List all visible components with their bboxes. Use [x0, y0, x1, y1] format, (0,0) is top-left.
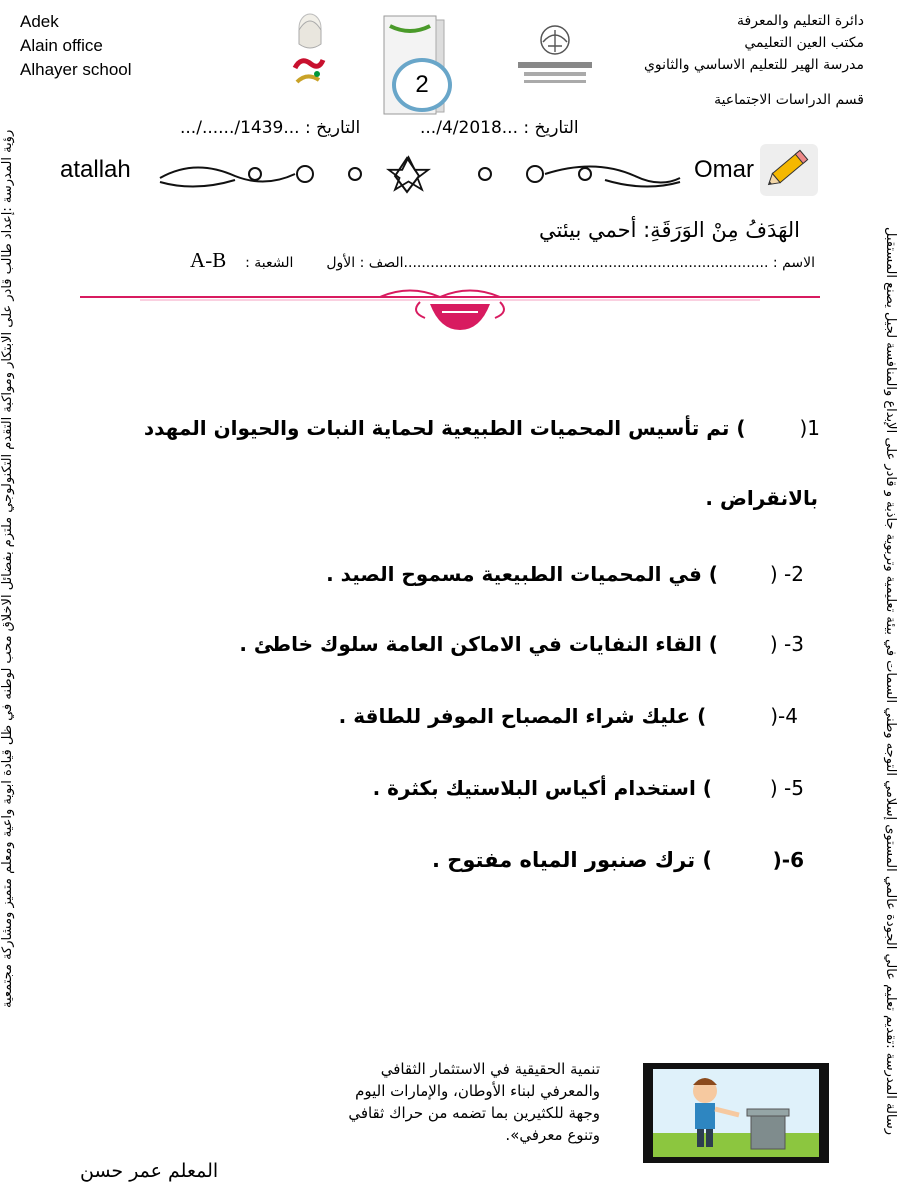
footer-quote: تنمية الحقيقية في الاستثمار الثقافي والمعرفي لبناء الأوطان، والإمارات اليوم وجهة للكثيرين بما تضمه من حراك ثقافي وتنوع معرفي». — [348, 1060, 600, 1144]
student-info-line — [135, 248, 815, 273]
question-1-continuation: بالانقراض . — [705, 486, 818, 510]
question-3-number: 3- ( — [769, 632, 804, 656]
decorative-divider — [80, 282, 820, 338]
question-4 — [339, 704, 798, 728]
question-6-text: ) ترك صنبور المياه مفتوح . — [431, 848, 712, 872]
question-2-number: 2- ( — [769, 562, 804, 586]
question-2 — [326, 562, 804, 586]
school-ar-line-3: مدرسة الهير للتعليم الاساسي والثانوي — [643, 57, 864, 73]
question-1-number: 1( — [799, 416, 820, 440]
date-hijri: التاريخ : ...1439/....../... — [180, 118, 361, 138]
question-6-number: 6-( — [772, 848, 804, 872]
name-left: atallah — [60, 156, 131, 183]
question-1 — [144, 416, 820, 440]
school-info-arabic — [584, 10, 864, 76]
teacher-name: المعلم عمر حسن — [80, 1160, 219, 1182]
question-5-text: ) استخدام أكياس البلاستيك بكثرة . — [372, 776, 712, 800]
question-4-text: ) عليك شراء المصباح الموفر للطاقة . — [338, 704, 707, 728]
school-line-1: Adek — [20, 12, 59, 31]
section-value: A-B — [190, 248, 227, 272]
pencil-icon — [760, 140, 818, 198]
page-number-badge: 2 — [392, 58, 452, 112]
date-gregorian: التاريخ : ...4/2018/... — [420, 118, 579, 138]
school-line-3: Alhayer school — [20, 60, 132, 79]
ornament-border — [155, 152, 685, 196]
school-ar-line-1: دائرة التعليم والمعرفة — [737, 13, 864, 29]
question-6 — [432, 848, 804, 872]
question-3 — [239, 632, 804, 656]
school-vision-vertical: رؤية المدرسة :إعداد طالب قادر على الابتكار ومواكبة التقدم التكنولوجي ملتزم بفضائل الاخلاق محب لوطنه في ظل قيادة ابوية واعية ومعلم متميز ومشاركة مجتمعية — [0, 130, 15, 1009]
question-1-text: ) تم تأسيس المحميات الطبيعية لحماية النبات والحيوان المهدد — [143, 416, 746, 440]
section-label: الشعبة : — [245, 255, 294, 271]
question-3-text: ) القاء النفايات في الاماكن العامة سلوك خاطئ . — [239, 632, 718, 656]
question-2-text: ) في المحميات الطبيعية مسموح الصيد . — [326, 562, 718, 586]
adek-logo — [510, 20, 600, 92]
name-right: Omar — [694, 156, 754, 183]
recycling-illustration — [643, 1063, 829, 1163]
question-5-number: 5- ( — [769, 776, 804, 800]
question-4-number: 4-( — [770, 704, 798, 728]
question-5 — [373, 776, 804, 800]
school-line-2: Alain office — [20, 36, 103, 55]
school-ar-line-2: مكتب العين التعليمي — [744, 35, 864, 51]
school-info-english — [20, 10, 132, 82]
worksheet-goal: الهَدَفُ مِنْ الوَرَقَةِ: أحمي بيئتي — [538, 218, 800, 242]
department-label: قسم الدراسات الاجتماعية — [714, 92, 864, 108]
name-class-label: الاسم : ..................................................................................الصف : الأول — [326, 255, 815, 271]
school-mission-vertical: رسالة المدرسة :تقديم تعليم عالي الجودة عالمي المستوى إسلامي التوجه وطني السمات في بيئة تعليمية وتربوية جاذبة و قادر على الإبداع والمنافسة لجيل يصنع المستقبل — [883, 226, 898, 1135]
zayed-year-logo — [285, 8, 335, 108]
